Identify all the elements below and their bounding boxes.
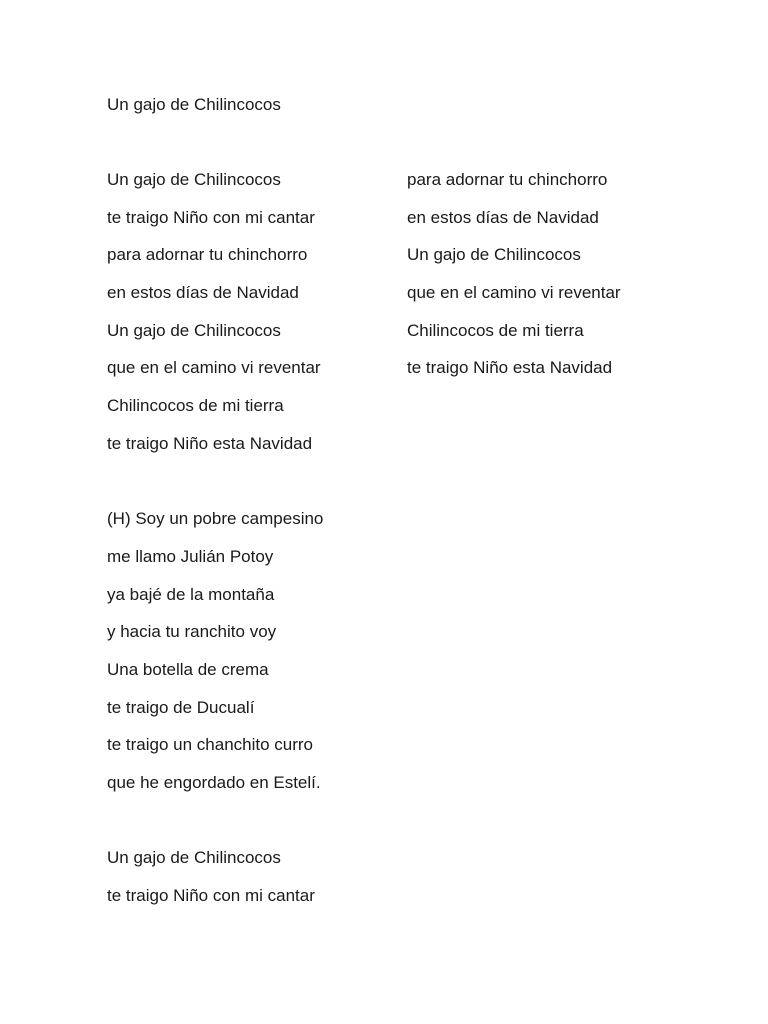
verse-line: para adornar tu chinchorro	[407, 170, 608, 189]
verse-line: me llamo Julián Potoy	[107, 546, 274, 566]
stanza-break	[107, 469, 323, 507]
right-column	[407, 167, 621, 393]
verse-line: Un gajo de Chilincocos	[107, 320, 281, 340]
verse-line: en estos días de Navidad	[407, 207, 599, 227]
verse-line: te traigo Niño con mi cantar	[107, 207, 315, 227]
verse-line: ya bajé de la montaña	[107, 584, 275, 604]
verse-line: te traigo Niño esta Navidad	[407, 358, 613, 378]
verse-line: (H) Soy un pobre campesino	[107, 509, 324, 529]
left-column	[107, 167, 323, 921]
verse-line: te traigo de Ducualí	[107, 697, 255, 717]
verse-line: Una botella de crema	[107, 659, 269, 679]
document-title: Un gajo de Chilincocos	[107, 95, 281, 114]
verse-line: y hacia tu ranchito voy	[107, 622, 277, 642]
verse-line: Chilincocos de mi tierra	[407, 320, 584, 340]
verse-line: que en el camino vi reventar	[407, 283, 621, 303]
verse-line: Un gajo de Chilincocos	[107, 170, 281, 189]
stanza-break	[107, 808, 323, 846]
verse-line: Chilincocos de mi tierra	[107, 396, 284, 416]
verse-line: para adornar tu chinchorro	[107, 245, 308, 265]
verse-line: te traigo Niño con mi cantar	[107, 886, 315, 906]
verse-line: Un gajo de Chilincocos	[107, 848, 281, 868]
verse-line: te traigo un chanchito curro	[107, 735, 314, 755]
verse-line: en estos días de Navidad	[107, 283, 299, 303]
verse-line: te traigo Niño esta Navidad	[107, 433, 313, 453]
verse-line: que he engordado en Estelí.	[107, 773, 321, 792]
verse-line: Un gajo de Chilincocos	[407, 245, 581, 265]
verse-line: que en el camino vi reventar	[107, 358, 321, 378]
